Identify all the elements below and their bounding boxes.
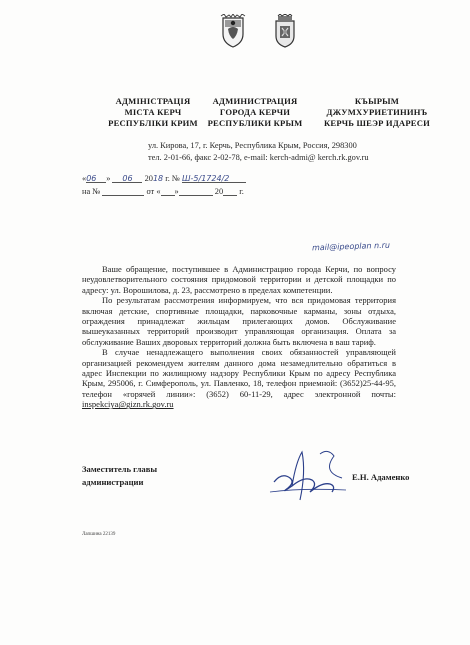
reply-month-blank [179, 187, 213, 196]
year-handwritten: 18 [152, 174, 164, 183]
handwritten-email: mail@ipeoplan n.ru [311, 240, 391, 253]
number-label: г. № [165, 174, 180, 183]
reply-year-prefix: 20 [214, 187, 224, 196]
paragraph-2: По результатам рассмотрения информируем, что вся придомовая территория включая детские, спортивные площадки, парковочные карманы, зоны отдыха, ограждения принадлежат жильцам прилегающих домов. Обслуживание вышеуказанных территорий производит управляющая организация. Оплата за обслуживание Ваших дворовых территорий должна быть включена в ваш тариф. [82, 295, 396, 347]
reply-number-blank [102, 187, 144, 196]
header-russian-line-1: АДМИНИСТРАЦИЯ [212, 96, 298, 106]
date-quote-open: « [82, 174, 87, 183]
reply-year-blank [223, 187, 237, 196]
month-handwritten: 06 [112, 174, 142, 183]
header-ukrainian-line-1: АДМІНІСТРАЦІЯ [115, 96, 191, 106]
signer-position [82, 463, 157, 489]
signer-name: Е.Н. Адаменко [352, 472, 410, 482]
reply-date-close: » [174, 187, 179, 196]
inspection-email-link[interactable]: inspekciya@gizn.rk.gov.ru [82, 399, 174, 410]
header-crimean-tatar-line-2: ДЖУМХУРИЕТИНИНЪ [326, 107, 428, 117]
crimea-coat-of-arms-icon [220, 14, 246, 48]
date-quote-close: » [106, 174, 111, 183]
reply-to-line [82, 187, 244, 196]
outgoing-number-line [82, 174, 246, 183]
signer-position-line-1: Заместитель главы [82, 464, 158, 474]
kerch-coat-of-arms-icon [272, 14, 298, 48]
reply-number-label: на № [82, 187, 101, 196]
reply-year-suffix: г. [239, 187, 244, 196]
year-prefix: 20 [144, 174, 153, 183]
header-ukrainian-line-2: МІСТА КЕРЧ [124, 107, 182, 117]
header-crimean-tatar-line-1: КЪЫРЫМ [354, 96, 400, 106]
executor-note: Лапшина 22139 [82, 532, 116, 537]
reply-day-blank [161, 187, 175, 196]
header-russian-line-3: РЕСПУБЛИКИ КРЫМ [207, 118, 303, 128]
header-crimean-tatar-line-3: КЕРЧЬ ШЕЭР ИДАРЕСИ [323, 118, 431, 128]
header-crimean-tatar [312, 96, 442, 129]
paragraph-3 [82, 347, 396, 409]
signer-position-line-2: администрации [82, 477, 144, 487]
header-ukrainian-line-3: РЕСПУБЛІКИ КРИМ [108, 118, 198, 128]
address-line: ул. Кирова, 17, г. Керчь, Республика Крым, Россия, 298300 [148, 141, 357, 150]
header-russian-line-2: ГОРОДА КЕРЧИ [219, 107, 291, 117]
header-russian [190, 96, 320, 129]
letter-body [82, 264, 396, 410]
paragraph-1: Ваше обращение, поступившее в Администрацию города Керчи, по вопросу неудовлетворительного состояния придомовой территории и детской площадки по адресу: ул. Ворошилова, д. 23, рассмотрено в пределах компетенции. [82, 264, 396, 295]
day-handwritten: 06 [86, 174, 106, 183]
contacts-line: тел. 2-01-66, факс 2-02-78, e-mail: kerch-admi@ kerch.rk.gov.ru [148, 153, 369, 162]
number-handwritten: Ш-5/1724/2 [182, 174, 246, 183]
handwritten-signature [262, 442, 352, 508]
paragraph-3-text: В случае ненадлежащего выполнения своих обязанностей управляющей организацией рекомендуем жителям данного дома незамедлительно обратиться в адрес Инспекции по жилищному надзору Республики Крым по адресу Республика Крым, 295006, г. Симферополь, ул. Павленко, 18, телефон приемной: (3652)25-44-95, телефон «горячей линии»: (3652) 60-11-29, адрес электронной почты: [82, 347, 396, 399]
reply-date-label: от « [146, 187, 161, 196]
